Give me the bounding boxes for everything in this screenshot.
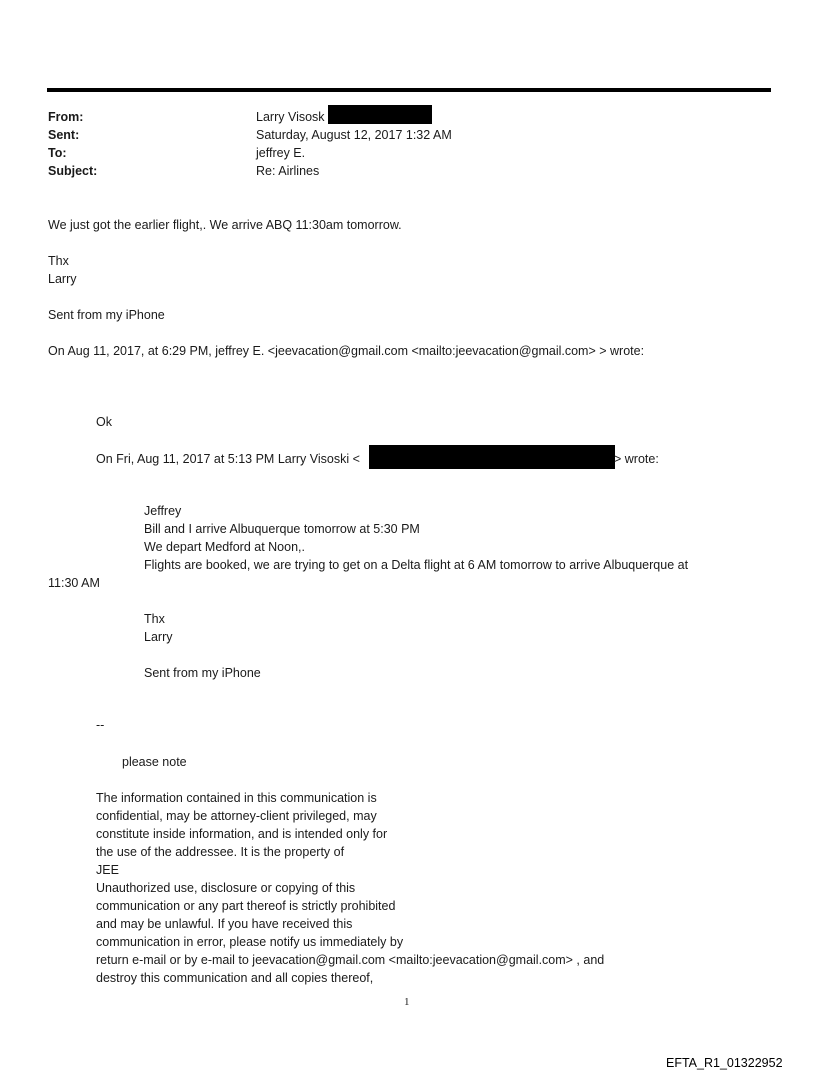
to-label: To: — [48, 146, 67, 160]
quote-header-end: > wrote: — [614, 452, 659, 466]
from-value: Larry Visosk — [256, 110, 325, 124]
page-number: 1 — [404, 996, 410, 1008]
sent-value: Saturday, August 12, 2017 1:32 AM — [256, 128, 452, 142]
redaction-box — [369, 445, 615, 469]
bates-number: EFTA_R1_01322952 — [666, 1056, 783, 1070]
reply2-greeting: Jeffrey — [144, 504, 182, 518]
sent-from-iphone: Sent from my iPhone — [48, 308, 165, 322]
reply2-line: Flights are booked, we are trying to get on a Delta flight at 6 AM tomorrow to arrive Albuquerque at — [144, 558, 689, 572]
subject-value: Re: Airlines — [256, 164, 320, 178]
reply2-thx: Thx — [144, 612, 165, 626]
body-signoff: Larry — [48, 272, 77, 286]
reply-ok: Ok — [96, 415, 112, 429]
disclaimer-line: JEE — [96, 863, 119, 877]
reply2-line: We depart Medford at Noon,. — [144, 540, 305, 554]
disclaimer-line: Unauthorized use, disclosure or copying of this — [96, 881, 356, 895]
please-note: please note — [122, 755, 187, 769]
disclaimer-line: constitute inside information, and is intended only for — [96, 827, 388, 841]
header-rule — [47, 88, 771, 92]
body-thx: Thx — [48, 254, 69, 268]
body-line: We just got the earlier flight,. We arrive ABQ 11:30am tomorrow. — [48, 218, 402, 232]
reply2-line: Bill and I arrive Albuquerque tomorrow at 5:30 PM — [144, 522, 420, 536]
subject-label: Subject: — [48, 164, 98, 178]
disclaimer-line: the use of the addressee. It is the property of — [96, 845, 345, 859]
disclaimer-line: confidential, may be attorney-client privileged, may — [96, 809, 377, 823]
signature-dashes: -- — [96, 718, 105, 732]
reply2-line-wrap: 11:30 AM — [48, 576, 100, 590]
to-value: jeffrey E. — [256, 146, 306, 160]
quote-header-start: On Fri, Aug 11, 2017 at 5:13 PM Larry Visoski < — [96, 452, 360, 466]
disclaimer-line: destroy this communication and all copies thereof, — [96, 971, 374, 985]
disclaimer-line: communication or any part thereof is strictly prohibited — [96, 899, 396, 913]
reply2-sent-from-iphone: Sent from my iPhone — [144, 666, 261, 680]
from-label: From: — [48, 110, 84, 124]
disclaimer-line: communication in error, please notify us immediately by — [96, 935, 404, 949]
sent-label: Sent: — [48, 128, 80, 142]
quote-header: On Aug 11, 2017, at 6:29 PM, jeffrey E. <jeevacation@gmail.com <mailto:jeevacation@gmail.com> > wrote: — [48, 344, 645, 358]
redaction-box — [328, 105, 432, 124]
disclaimer-line: The information contained in this communication is — [96, 791, 377, 805]
disclaimer-line: return e-mail or by e-mail to jeevacation@gmail.com <mailto:jeevacation@gmail.com> , and — [96, 953, 605, 967]
disclaimer-line: and may be unlawful. If you have received this — [96, 917, 353, 931]
reply2-signoff: Larry — [144, 630, 173, 644]
